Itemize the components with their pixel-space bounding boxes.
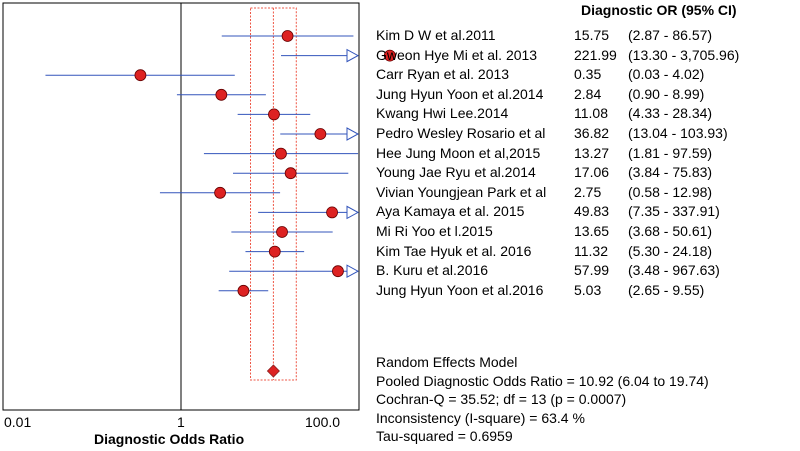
study-ci: (2.65 - 9.55) [628,281,705,298]
study-ci: (13.04 - 103.93) [628,125,728,141]
study-or: 13.65 [574,223,610,239]
study-ci: (3.68 - 50.61) [628,223,713,239]
study-label: Mi Ri Yoo et l.2015 [376,223,493,239]
summary-line: Inconsistency (I-square) = 63.4 % [376,409,585,426]
study-label: Aya Kamaya et al. 2015 [376,203,525,220]
study-label: Carr Ryan et al. 2013 [376,66,510,83]
point-estimate [282,31,293,42]
ci-arrow [347,206,358,218]
study-or: 11.08 [574,105,608,122]
study-ci: (0.03 - 4.02) [628,66,705,83]
point-estimate [285,168,296,179]
study-ci: (4.33 - 28.34) [628,105,713,122]
study-ci: (5.30 - 24.18) [628,242,713,259]
ci-arrow [347,265,358,277]
point-estimate [275,148,286,159]
study-or: 221.99 [574,46,617,63]
study-or: 11.32 [574,242,608,259]
pooled-diamond [267,365,279,377]
point-estimate [268,109,279,120]
study-label: Jung Hyun Yoon et al.2014 [376,85,544,102]
point-estimate [135,70,146,81]
point-estimate [332,266,343,277]
study-ci: (13.30 - 3,705.96) [628,46,740,63]
study-label: B. Kuru et al.2016 [376,262,489,279]
summary-line: Cochran-Q = 35.52; df = 13 (p = 0.0007) [376,391,627,408]
point-estimate [215,187,226,198]
study-ci: (7.35 - 337.91) [628,203,720,220]
ci-arrow [347,50,358,62]
study-or: 13.27 [574,144,610,161]
point-estimate [315,129,326,140]
summary-line: Random Effects Model [376,354,518,370]
study-label: Kim Tae Hyuk et al. 2016 [376,242,532,259]
study-label: Hee Jung Moon et al,2015 [376,144,541,161]
column-header: Diagnostic OR (95% CI) [581,2,737,18]
study-label: Kwang Hwi Lee.2014 [376,105,509,122]
study-label: Young Jae Ryu et al.2014 [376,164,536,181]
study-ci: (0.58 - 12.98) [628,183,713,200]
point-estimate [216,89,227,100]
point-estimate [238,285,249,296]
study-or: 49.83 [574,203,610,220]
study-or: 5.03 [574,281,602,298]
point-estimate [327,207,338,218]
study-label: Pedro Wesley Rosario et al [376,125,546,141]
study-ci: (3.48 - 967.63) [628,262,720,279]
x-tick-label: 100.0 [305,414,341,430]
summary-line: Tau-squared = 0.6959 [376,428,513,445]
study-or: 2.75 [574,183,602,200]
study-or: 17.06 [574,164,610,181]
study-label: Vivian Youngjean Park et al [376,183,547,200]
study-or: 15.75 [574,27,610,43]
x-tick-label: 0.01 [4,414,32,430]
study-ci: (2.87 - 86.57) [628,27,713,43]
summary-line: Pooled Diagnostic Odds Ratio = 10.92 (6.04 to 19.74) [376,372,709,389]
point-estimate [269,246,280,257]
study-or: 0.35 [574,66,602,83]
study-label: Kim D W et al.2011 [376,27,496,43]
study-ci: (3.84 - 75.83) [628,164,713,181]
x-tick-label: 1 [177,414,185,430]
ci-arrow [347,128,358,140]
point-estimate [277,227,288,238]
x-axis-title: Diagnostic Odds Ratio [94,431,245,447]
study-label: Gweon Hye Mi et al. 2013 [376,46,538,63]
study-label: Jung Hyun Yoon et al.2016 [376,281,544,298]
study-ci: (1.81 - 97.59) [628,144,713,161]
study-or: 2.84 [574,85,602,102]
study-ci: (0.90 - 8.99) [628,85,705,102]
study-or: 57.99 [574,262,610,279]
study-or: 36.82 [574,125,610,141]
